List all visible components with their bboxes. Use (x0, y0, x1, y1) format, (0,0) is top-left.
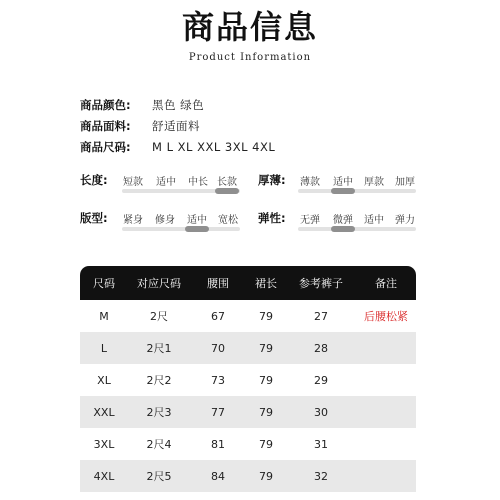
info-value: 舒适面料 (152, 118, 200, 133)
table-cell: 2尺4 (146, 438, 172, 451)
scale-option: 适中 (156, 177, 176, 188)
scale-track (122, 227, 240, 231)
column-header: 裙长 (255, 277, 277, 290)
table-row (80, 396, 416, 428)
column-header: 尺码 (93, 277, 115, 290)
scale-option: 长款 (217, 177, 237, 188)
table-cell: 79 (259, 405, 273, 419)
scale-option: 适中 (187, 215, 207, 226)
table-cell: 31 (314, 437, 328, 451)
scale-track (298, 227, 416, 231)
table-cell: 2尺1 (146, 342, 172, 355)
scale-label: 厚薄: (258, 173, 286, 187)
scale-option: 无弹 (300, 215, 320, 226)
page-subtitle: Product Information (188, 52, 312, 63)
table-cell: 70 (211, 341, 225, 355)
table-cell: 79 (259, 373, 273, 387)
table-cell: M (99, 309, 109, 323)
scale-label: 长度: (80, 173, 108, 187)
table-cell: 28 (314, 341, 328, 355)
table-cell: 84 (211, 469, 225, 483)
info-value: M L XL XXL 3XL 4XL (152, 139, 276, 154)
table-row (80, 364, 416, 396)
scale-marker (331, 188, 355, 194)
scale-option: 薄款 (300, 177, 320, 188)
column-header: 参考裤子 (299, 277, 343, 290)
info-row-fabric (80, 115, 275, 136)
scale-label: 弹性: (258, 211, 286, 225)
scale-option: 厚款 (364, 177, 384, 188)
product-info (80, 94, 275, 157)
column-header: 腰围 (207, 277, 229, 290)
scale-option: 弹力 (395, 215, 415, 226)
scale-option: 适中 (364, 215, 384, 226)
table-cell: 79 (259, 437, 273, 451)
info-label: 商品尺码: (80, 139, 131, 154)
scale-marker (185, 226, 209, 232)
table-cell: 2尺 (150, 310, 168, 323)
table-header (80, 266, 416, 300)
table-cell: 77 (211, 405, 225, 419)
table-cell: 67 (211, 309, 225, 323)
length-scale (80, 172, 250, 196)
table-cell: 79 (259, 341, 273, 355)
table-cell: 32 (314, 469, 328, 483)
table-cell: 81 (211, 437, 225, 451)
table-cell: 79 (259, 309, 273, 323)
size-table (80, 266, 416, 492)
column-header: 备注 (375, 277, 397, 290)
thickness-scale (258, 172, 428, 196)
table-cell: 27 (314, 309, 328, 323)
fit-scale (80, 210, 250, 234)
info-label: 商品面料: (80, 118, 131, 133)
table-cell: L (100, 341, 108, 355)
scale-option: 加厚 (395, 177, 415, 188)
elasticity-scale (258, 210, 428, 234)
table-cell: 73 (211, 373, 225, 387)
table-cell: XL (97, 373, 111, 387)
table-cell: 2尺5 (146, 470, 172, 483)
scale-option: 紧身 (123, 215, 143, 226)
table-cell-note: 后腰松紧 (364, 310, 408, 323)
info-row-size (80, 136, 275, 157)
scale-track (298, 189, 416, 193)
scale-marker (215, 188, 239, 194)
scale-option: 修身 (155, 215, 175, 226)
scale-option: 短款 (123, 177, 143, 188)
page-title: 商品信息 (181, 8, 318, 46)
scale-option: 适中 (333, 177, 353, 188)
table-cell: XXL (93, 405, 115, 419)
table-cell: 29 (314, 373, 328, 387)
table-cell: 2尺2 (146, 374, 172, 387)
column-header: 对应尺码 (137, 277, 181, 290)
scale-option: 微弹 (333, 215, 353, 226)
table-row (80, 300, 416, 332)
table-cell: 79 (259, 469, 273, 483)
table-row (80, 460, 416, 492)
table-row (80, 332, 416, 364)
table-cell: 4XL (93, 469, 115, 483)
table-row (80, 428, 416, 460)
info-value: 黑色 绿色 (152, 97, 205, 112)
scale-marker (331, 226, 355, 232)
info-label: 商品颜色: (80, 97, 131, 112)
info-row-color (80, 94, 275, 115)
scale-option: 中长 (188, 177, 208, 188)
table-cell: 2尺3 (146, 406, 172, 419)
scale-label: 版型: (80, 211, 108, 225)
table-cell: 30 (314, 405, 328, 419)
table-cell: 3XL (93, 437, 115, 451)
scale-option: 宽松 (218, 215, 238, 226)
